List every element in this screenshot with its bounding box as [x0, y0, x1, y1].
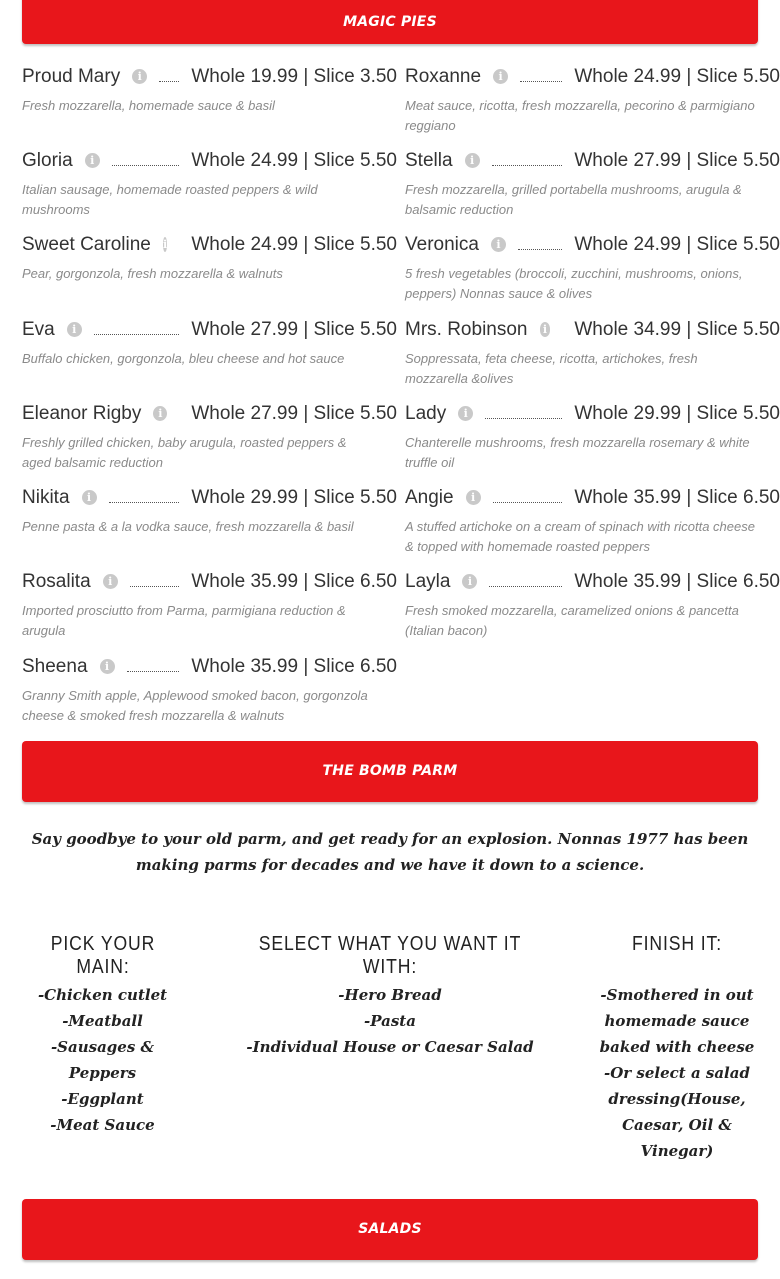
pizza-description: Meat sauce, ricotta, fresh mozzarella, pecorino & parmigiano reggiano — [405, 98, 755, 133]
dotted-leader — [518, 237, 562, 250]
pizza-header — [22, 487, 397, 515]
info-icon[interactable]: i — [85, 153, 100, 168]
dotted-leader — [520, 69, 562, 82]
pizza-item — [405, 234, 780, 303]
dotted-leader — [493, 490, 563, 503]
pizza-name: Mrs. Robinson — [405, 319, 528, 340]
pizza-name: Eleanor Rigby — [22, 403, 142, 424]
pizza-description: Granny Smith apple, Applewood smoked bacon, gorgonzola cheese & smoked fresh mozzarella & walnuts — [22, 688, 368, 723]
pizza-name: Lady — [405, 403, 447, 424]
magic-pies-banner — [22, 0, 758, 44]
pizza-item — [22, 234, 397, 284]
pizza-description: Italian sausage, homemade roasted peppers & wild mushrooms — [22, 182, 318, 217]
pizza-item — [405, 66, 780, 135]
pizza-header — [405, 571, 780, 599]
dotted-leader — [159, 69, 179, 82]
pizza-name: Veronica — [405, 234, 479, 255]
pizza-name: Layla — [405, 571, 451, 592]
pizza-header — [22, 234, 397, 262]
pizza-price: Whole 27.99 | Slice 5.50 — [574, 150, 780, 171]
pizza-price: Whole 24.99 | Slice 5.50 — [574, 66, 780, 87]
list-item: -Hero Bread — [338, 986, 442, 1004]
pizza-name: Eva — [22, 319, 55, 340]
list-item: -Meat Sauce — [50, 1116, 155, 1134]
pizza-header — [22, 66, 397, 94]
pizza-name: Roxanne — [405, 66, 482, 87]
list-item: -Individual House or Caesar Salad — [246, 1038, 534, 1056]
info-icon[interactable]: i — [491, 237, 506, 252]
pizza-description: Pear, gorgonzola, fresh mozzarella & walnuts — [22, 266, 283, 281]
pizza-name: Sweet Caroline — [22, 234, 151, 255]
finish-it-heading: FINISH IT: — [632, 933, 722, 955]
pizza-item — [22, 319, 397, 369]
pizza-description: Fresh mozzarella, grilled portabella mushrooms, arugula & balsamic reduction — [405, 182, 742, 217]
dotted-leader — [94, 322, 180, 335]
list-item: -Sausages & Peppers — [50, 1038, 155, 1082]
pizza-header — [405, 487, 780, 515]
pizza-item — [405, 571, 780, 640]
pizza-item — [22, 403, 397, 472]
info-icon[interactable]: i — [67, 322, 82, 337]
pizza-item — [405, 403, 780, 472]
pizza-header — [405, 403, 780, 431]
pizza-name: Proud Mary — [22, 66, 121, 87]
list-item: -Eggplant — [61, 1090, 144, 1108]
pizza-price: Whole 35.99 | Slice 6.50 — [574, 487, 780, 508]
pizza-description: Soppressata, feta cheese, ricotta, artichokes, fresh mozzarella &olives — [405, 351, 698, 386]
bomb-parm-intro: Say goodbye to your old parm, and get ready for an explosion. Nonnas 1977 has been making parms for decades and we have it down to a science. — [31, 830, 749, 874]
pizza-header — [22, 656, 397, 684]
main-options-list — [30, 982, 175, 1138]
info-icon[interactable]: i — [465, 153, 480, 168]
pizza-price: Whole 34.99 | Slice 5.50 — [574, 319, 780, 340]
pizza-price: Whole 35.99 | Slice 6.50 — [191, 571, 397, 592]
bomb-parm-title: THE BOMB PARM — [322, 763, 458, 779]
info-icon[interactable]: i — [493, 69, 508, 84]
pizza-item — [22, 150, 397, 219]
info-icon[interactable]: i — [540, 322, 551, 337]
info-icon[interactable]: i — [103, 574, 118, 589]
pizza-price: Whole 27.99 | Slice 5.50 — [191, 319, 397, 340]
pizza-header — [405, 66, 780, 94]
salads-title: SALADS — [358, 1221, 422, 1237]
info-icon[interactable]: i — [153, 406, 167, 421]
pizza-header — [405, 150, 780, 178]
pizza-name: Sheena — [22, 656, 88, 677]
pizza-price: Whole 35.99 | Slice 6.50 — [191, 656, 397, 677]
pizza-description: A stuffed artichoke on a cream of spinach with ricotta cheese & topped with homemade roasted peppers — [405, 519, 755, 554]
bomb-parm-banner — [22, 741, 758, 802]
pizza-name: Gloria — [22, 150, 73, 171]
pizza-price: Whole 29.99 | Slice 5.50 — [191, 487, 397, 508]
pizza-item — [22, 571, 397, 640]
select-with-heading: SELECT WHAT YOU WANT IT WITH: — [258, 933, 522, 978]
pizza-name: Stella — [405, 150, 453, 171]
pizza-item — [22, 487, 397, 537]
pizza-description: Imported prosciutto from Parma, parmigiana reduction & arugula — [22, 603, 346, 638]
info-icon[interactable]: i — [163, 238, 168, 251]
pizza-item — [22, 656, 397, 725]
info-icon[interactable]: i — [466, 490, 481, 505]
info-icon[interactable]: i — [100, 659, 115, 674]
with-options-list — [240, 982, 540, 1060]
dotted-leader — [112, 153, 180, 166]
pizza-description: Buffalo chicken, gorgonzola, bleu cheese and hot sauce — [22, 351, 345, 366]
pizza-item — [405, 319, 780, 388]
dotted-leader — [130, 574, 180, 587]
pizza-name: Nikita — [22, 487, 70, 508]
pizza-item — [405, 487, 780, 556]
pizza-price: Whole 24.99 | Slice 5.50 — [191, 234, 397, 255]
pizza-price: Whole 24.99 | Slice 5.50 — [574, 234, 780, 255]
pizza-price: Whole 19.99 | Slice 3.50 — [191, 66, 397, 87]
magic-pies-title: MAGIC PIES — [343, 14, 437, 30]
dotted-leader — [489, 574, 562, 587]
info-icon[interactable]: i — [82, 490, 97, 505]
pick-main-heading: PICK YOUR MAIN: — [50, 933, 156, 978]
pizza-price: Whole 29.99 | Slice 5.50 — [574, 403, 780, 424]
pizza-header — [22, 319, 397, 347]
pizza-price: Whole 35.99 | Slice 6.50 — [574, 571, 780, 592]
dotted-leader — [127, 659, 180, 672]
list-item: -Pasta — [364, 1012, 416, 1030]
pizza-header — [22, 150, 397, 178]
pizza-description: Fresh mozzarella, homemade sauce & basil — [22, 98, 275, 113]
dotted-leader — [485, 406, 562, 419]
pizza-header — [405, 234, 780, 262]
dotted-leader — [492, 153, 563, 166]
dotted-leader — [109, 490, 180, 503]
pizza-header — [22, 571, 397, 599]
list-item: -Chicken cutlet — [37, 986, 168, 1004]
pizza-description: 5 fresh vegetables (broccoli, zucchini, mushrooms, onions, peppers) Nonnas sauce & olives — [405, 266, 743, 301]
pizza-item — [405, 150, 780, 219]
list-item: -Smothered in out homemade sauce baked with cheese — [599, 986, 755, 1056]
pizza-price: Whole 24.99 | Slice 5.50 — [191, 150, 397, 171]
pizza-header — [405, 319, 780, 347]
pizza-description: Fresh smoked mozzarella, caramelized onions & pancetta (Italian bacon) — [405, 603, 739, 638]
list-item: -Meatball — [62, 1012, 143, 1030]
finish-options-list — [598, 982, 756, 1164]
pizza-description: Freshly grilled chicken, baby arugula, roasted peppers & aged balsamic reduction — [22, 435, 347, 470]
info-icon[interactable]: i — [462, 574, 477, 589]
salads-banner — [22, 1199, 758, 1260]
pizza-price: Whole 27.99 | Slice 5.50 — [191, 403, 397, 424]
pizza-name: Rosalita — [22, 571, 91, 592]
pizza-description: Chanterelle mushrooms, fresh mozzarella rosemary & white truffle oil — [405, 435, 750, 470]
list-item: -Or select a salad dressing(House, Caesar, Oil & Vinegar) — [604, 1064, 750, 1160]
pizza-item — [22, 66, 397, 116]
pizza-name: Angie — [405, 487, 454, 508]
pizza-header — [22, 403, 397, 431]
pizza-description: Penne pasta & a la vodka sauce, fresh mozzarella & basil — [22, 519, 354, 534]
info-icon[interactable]: i — [458, 406, 473, 421]
info-icon[interactable]: i — [132, 69, 147, 84]
